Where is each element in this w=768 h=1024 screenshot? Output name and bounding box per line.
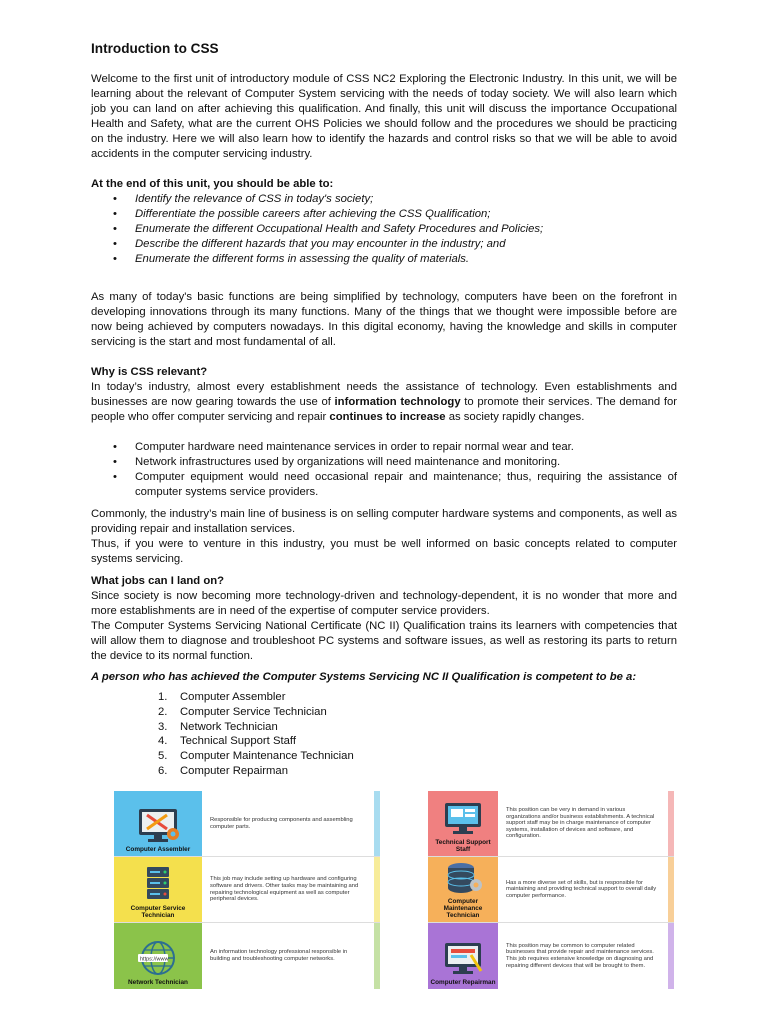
list-item: 1. Computer Assembler [158, 691, 286, 703]
infographic-right [428, 791, 674, 989]
why-heading: Why is CSS relevant? [91, 366, 208, 378]
objectives-list [91, 192, 677, 267]
career-card [428, 857, 674, 923]
industry-paragraph: Commonly, the industry’s main line of business is on selling computer hardware systems and components, as well as providing repair and installation services. [91, 508, 677, 535]
jobs-lead: A person who has achieved the Computer Systems Servicing NC II Qualification is competent to be a: [91, 671, 637, 683]
globe-icon [133, 939, 183, 977]
monitor-tools-icon [133, 806, 183, 844]
career-description: This job may include setting up hardware and configuring software and drivers. Other tasks may be maintaining and repairing technological equipment as well as computer peripheral devices. [202, 857, 374, 922]
list-item: • Describe the different hazards that you may encounter in the industry; and [113, 238, 506, 250]
career-label: Computer Repairman [430, 979, 496, 986]
intro-paragraph: Welcome to the first unit of introductory module of CSS NC2 Exploring the Electronic Industry. In this unit, we will be learning about the relevant of Computer System servicing with the needs of today society. We will also learn which job you can land on after achieving this qualification. And finally, this unit will discuss the importance Occupational Health and Safety, what are the current OHS Policies we should follow and the procedures we should be practicing on the industry. Here we will also learn how to identify the hazards and control risks so that we will be able to avoid accidents in the computer servicing industry. [91, 73, 677, 160]
technology-paragraph: As many of today's basic functions are being simplified by technology, computers have been on the forefront in developing innovations through its many functions. Many of the things that we thought were impossible before are now being achieved by computers nowadays. In this digital economy, having the knowledge and skills in computer servicing is the start and most fundamental of all. [91, 291, 677, 348]
list-item: • Identify the relevance of CSS in today's society; [113, 193, 374, 205]
why-bullets [91, 440, 677, 500]
list-item: 4. Technical Support Staff [158, 735, 296, 748]
list-item: • Enumerate the different forms in assessing the quality of materials. [113, 253, 470, 265]
list-item: • Computer hardware need maintenance services in order to repair normal wear and tear. [113, 441, 574, 453]
jobs-paragraph-1: Since society is now becoming more technology-driven and technology-dependent, it is no wonder that more and more establishments are in need of the expertise of computer service providers. [91, 590, 677, 617]
jobs-heading: What jobs can I land on? [91, 575, 225, 587]
jobs-list [91, 690, 677, 779]
career-label: Technical Support Staff [435, 839, 491, 853]
career-card [114, 857, 380, 923]
career-description: This position can be very in demand in various organizations and/or business establishments. A technical support staff may be in charge maintenance of computer systems, installation of devices and software, and configuration. [498, 791, 668, 856]
infographic-left [114, 791, 380, 989]
repair-monitor-icon [441, 941, 485, 977]
career-card [114, 923, 380, 989]
objectives-heading: At the end of this unit, you should be able to: [91, 178, 334, 190]
career-label: Network Technician [128, 979, 188, 986]
career-description: An information technology professional responsible in building and troubleshooting computer networks. [202, 923, 374, 989]
page-title: Introduction to CSS [91, 41, 219, 56]
list-item: • Network infrastructures used by organizations will need maintenance and monitoring. [113, 456, 561, 468]
list-item: 3. Network Technician [158, 720, 278, 733]
career-label: Computer Assembler [125, 846, 191, 853]
list-item: • Computer equipment would need occasional repair and maintenance; thus, requiring the assistance of computer systems service providers. [113, 471, 677, 498]
jobs-paragraph-2: The Computer Systems Servicing National Certificate (NC II) Qualification trains its learners with competencies that will allow them to diagnose and troubleshoot PC systems and software issues, as well as restoring its parts to return the device to its normal function. [91, 620, 677, 662]
career-card [428, 791, 674, 857]
career-description: Has a more diverse set of skills, but is responsible for maintaining and providing technical support to overall daily computer performance. [498, 857, 668, 922]
list-item: • Differentiate the possible careers after achieving the CSS Qualification; [113, 208, 491, 220]
list-item: 5. Computer Maintenance Technician [158, 750, 354, 763]
list-item: • Enumerate the different Occupational Health and Safety Procedures and Policies; [113, 223, 544, 235]
career-label: Computer Maintenance Technician [443, 898, 483, 919]
career-label: Computer Service Technician [130, 905, 186, 919]
venture-paragraph: Thus, if you were to venture in this industry, you must be well informed on basic concepts related to computer systems servicing. [91, 538, 677, 565]
server-icon [133, 865, 183, 903]
database-gear-icon [441, 860, 485, 896]
career-card [428, 923, 674, 989]
career-description: Responsible for producing components and assembling computer parts. [202, 791, 374, 856]
support-monitor-icon [441, 801, 485, 837]
list-item: 2. Computer Service Technician [158, 705, 327, 718]
why-paragraph: In today’s industry, almost every establishment needs the assistance of technology. Even establishments and businesses are now gearing towards the use of information technology to promote their services. The demand for people who offer computer servicing and repair continues to increase as society rapidly changes. [91, 381, 677, 423]
career-card [114, 791, 380, 857]
career-description: This position may be common to computer related businesses that provide repair and maintenance services. This job requires extensive knowledge on diagnosing and repairing different devices that will be brought to them. [498, 923, 668, 989]
url-text: https://www [140, 956, 169, 963]
list-item: 6. Computer Repairman [158, 764, 288, 777]
document-body [91, 40, 677, 779]
